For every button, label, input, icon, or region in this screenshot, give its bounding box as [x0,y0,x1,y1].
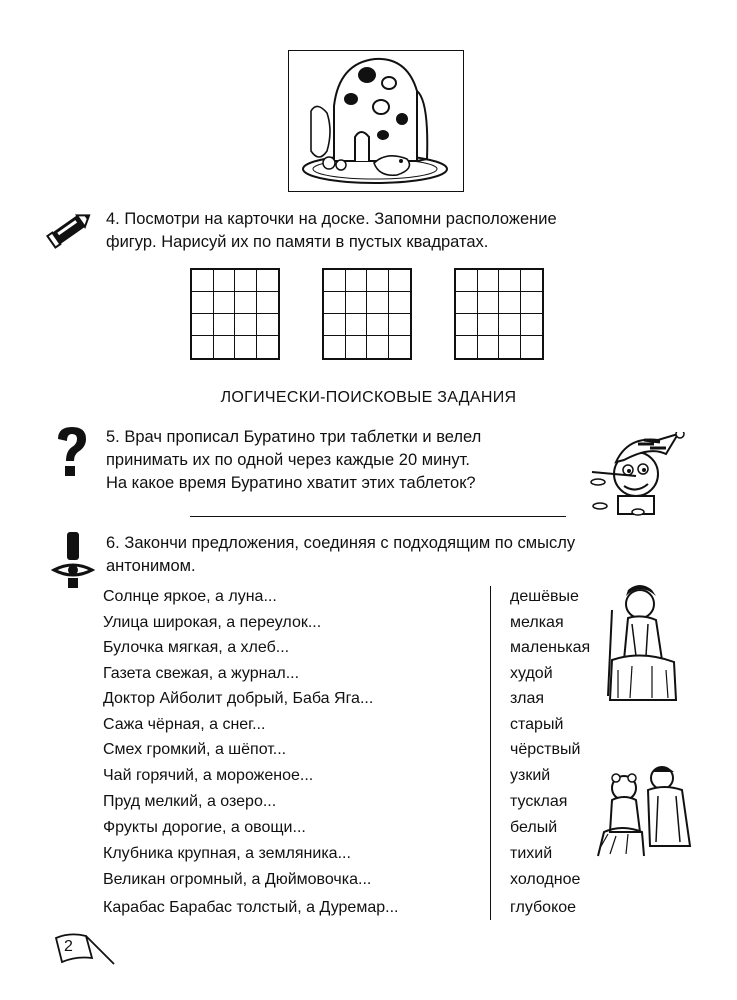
sentence-item[interactable]: Великан огромный, а Дюймовочка... [103,871,372,888]
sentence-item[interactable]: Газета свежая, а журнал... [103,665,300,682]
answer-line[interactable] [190,516,566,517]
page-flag-icon [52,928,116,971]
buratino-illustration [588,432,688,523]
section-heading: ЛОГИЧЕСКИ-ПОИСКОВЫЕ ЗАДАНИЯ [220,389,517,406]
sentence-item[interactable]: Солнце яркое, а луна... [103,588,277,605]
cheese-house-illustration [288,50,464,192]
task4-line1: Посмотри на карточки на доске. Запомни расположение [124,210,557,228]
antonym-item[interactable]: холодное [510,871,581,888]
antonym-item[interactable]: тихий [510,845,553,862]
sentence-item[interactable]: Карабас Барабас толстый, а Дуремар... [103,899,399,916]
antonym-item[interactable]: дешёвые [510,588,579,605]
sentence-item[interactable]: Пруд мелкий, а озеро... [103,793,277,810]
task6-line2: антонимом. [106,557,196,575]
pencil-icon [46,208,94,257]
sentence-item[interactable]: Клубника крупная, а земляника... [103,845,351,862]
task6-number: 6. [106,534,120,552]
antonym-item[interactable]: глубокое [510,899,577,916]
antonym-item[interactable]: злая [510,690,545,707]
sentence-item[interactable]: Смех громкий, а шёпот... [103,741,287,758]
empty-square-grid-2[interactable] [322,268,412,360]
antonym-item[interactable]: узкий [510,767,551,784]
sentence-item[interactable]: Улица широкая, а переулок... [103,614,322,631]
empty-square-grid-1[interactable] [190,268,280,360]
task4-text [106,208,700,254]
task5-text [106,426,592,495]
task4-line2: фигур. Нарисуй их по памяти в пустых квадратах. [106,233,489,251]
sentence-item[interactable]: Доктор Айболит добрый, Баба Яга... [103,690,374,707]
empty-square-grid-3[interactable] [454,268,544,360]
antonym-item[interactable]: старый [510,716,564,733]
sentence-item[interactable]: Фрукты дорогие, а овощи... [103,819,306,836]
task5-line2: принимать их по одной через каждые 20 минут. [106,451,470,469]
column-divider [490,586,491,920]
task5-line3: На какое время Буратино хватит этих таблеток? [106,474,476,492]
exclamation-icon [50,530,96,595]
task5-line1: Врач прописал Буратино три таблетки и велел [124,428,482,446]
antonym-item[interactable]: чёрствый [510,741,581,758]
sentence-item[interactable]: Булочка мягкая, а хлеб... [103,639,290,656]
task6-line1: Закончи предложения, соединяя с подходящим по смыслу [124,534,576,552]
sentence-item[interactable]: Сажа чёрная, а снег... [103,716,266,733]
antonym-item[interactable]: худой [510,665,553,682]
task4-number: 4. [106,210,120,228]
page-number: 2 [64,938,73,955]
task5-number: 5. [106,428,120,446]
question-mark-icon [52,425,92,482]
antonym-item[interactable]: маленькая [510,639,591,656]
antonym-item[interactable]: белый [510,819,558,836]
sentence-item[interactable]: Чай горячий, а мороженое... [103,767,314,784]
bear-and-doctor-illustration [596,762,702,863]
man-on-stump-illustration [602,580,686,707]
cheese-house-picture [289,51,462,190]
antonym-item[interactable]: мелкая [510,614,564,631]
antonym-item[interactable]: тусклая [510,793,568,810]
task6-text [106,532,700,578]
